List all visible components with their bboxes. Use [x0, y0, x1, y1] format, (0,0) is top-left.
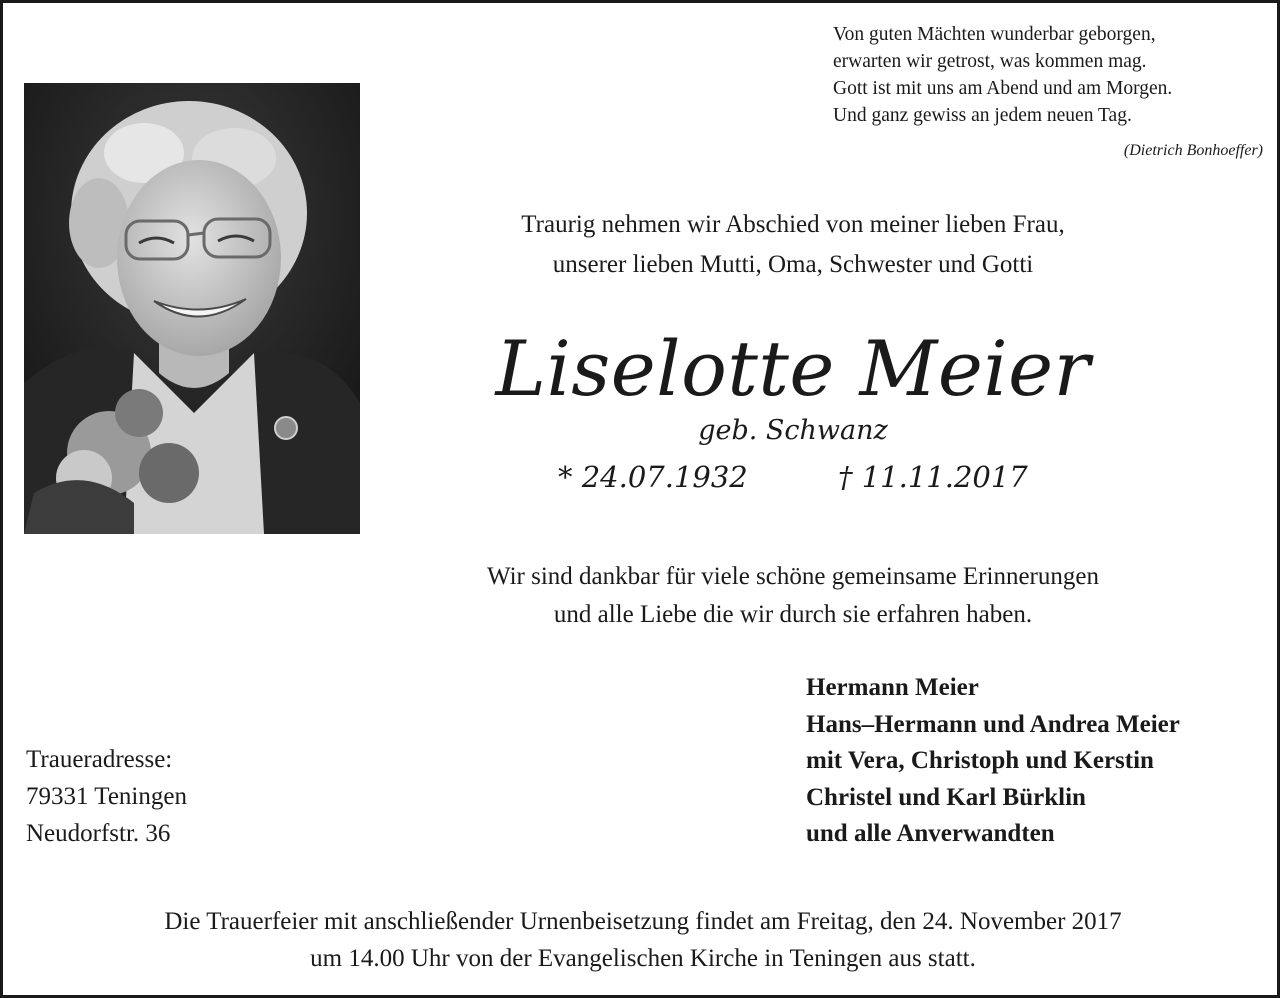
mourner: und alle Anverwandten — [806, 820, 1055, 847]
poem-line: erwarten wir getrost, was kommen mag. — [833, 51, 1147, 72]
address-street: Neudorfstr. 36 — [26, 820, 171, 847]
death-date: † 11.11.2017 — [838, 460, 1028, 494]
ceremony-info — [3, 903, 1280, 977]
life-dates — [303, 457, 1280, 497]
thanks-text — [303, 558, 1280, 634]
mourning-address — [26, 741, 187, 852]
address-label: Traueradresse: — [26, 746, 173, 773]
address-city: 79331 Teningen — [26, 783, 187, 810]
thanks-line: und alle Liebe die wir durch sie erfahren haben. — [553, 601, 1033, 628]
mourners-list — [806, 670, 1180, 853]
poem-line: Und ganz gewiss an jedem neuen Tag. — [833, 105, 1132, 126]
intro-text — [303, 205, 1280, 285]
mourner: Hans–Hermann und Andrea Meier — [806, 710, 1180, 738]
poem-author: (Dietrich Bonhoeffer) — [1123, 142, 1263, 159]
intro-line: Traurig nehmen wir Abschied von meiner lieben Frau, — [521, 211, 1065, 238]
thanks-line: Wir sind dankbar für viele schöne gemeinsame Erinnerungen — [487, 563, 1099, 590]
ceremony-line: um 14.00 Uhr von der Evangelischen Kirche in Teningen aus statt. — [310, 945, 976, 972]
poem — [833, 21, 1263, 159]
mourner: mit Vera, Christoph und Kerstin — [806, 747, 1154, 774]
intro-line: unserer lieben Mutti, Oma, Schwester und Gotti — [552, 251, 1034, 278]
deceased-name: Liselotte Meier — [495, 324, 1091, 413]
maiden-name: geb. Schwanz — [698, 415, 888, 446]
mourner: Christel und Karl Bürklin — [806, 783, 1086, 811]
birth-date: * 24.07.1932 — [558, 460, 748, 494]
mourner: Hermann Meier — [806, 674, 979, 701]
ceremony-line: Die Trauerfeier mit anschließender Urnenbeisetzung findet am Freitag, den 24. November 2017 — [164, 908, 1122, 935]
poem-line: Von guten Mächten wunderbar geborgen, — [833, 24, 1156, 45]
poem-line: Gott ist mit uns am Abend und am Morgen. — [833, 78, 1173, 99]
